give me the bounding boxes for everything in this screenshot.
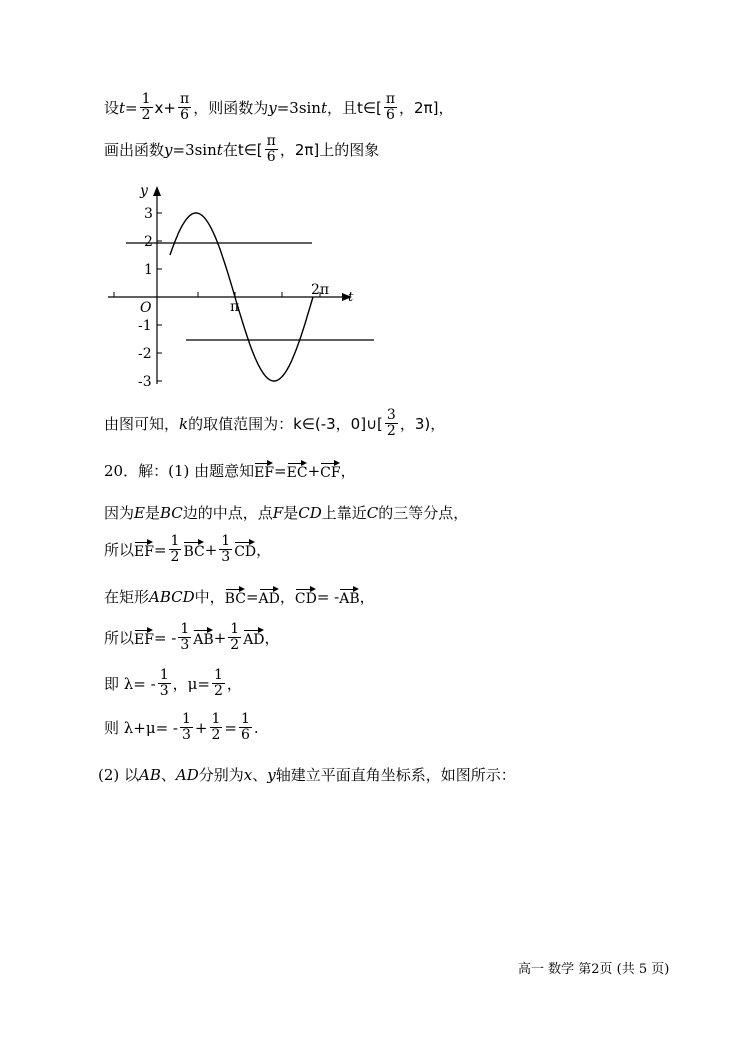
- fraction: $\frac{\pi}{6}$: [266, 133, 276, 166]
- t-ticks: [114, 292, 320, 297]
- fraction: $\frac{1}{2}$: [213, 667, 223, 700]
- t-axis-label: t: [348, 290, 354, 305]
- origin-label: O: [140, 300, 152, 316]
- svg-text:-3: -3: [138, 374, 152, 390]
- vector: EC: [287, 461, 308, 481]
- line-ef-decomp: 所以 EF = $\frac{1}{2}$ BC + $\frac{1}{3}$ CD ，: [104, 533, 272, 566]
- fraction: $\frac{1}{3}$: [180, 621, 190, 654]
- vector: CF: [320, 461, 340, 481]
- fraction: $\frac{1}{2}$: [230, 621, 240, 654]
- line-lambda-plus-mu: 则 λ+μ= - $\frac{1}{3}$ + $\frac{1}{2}$ = $\frac{1}{6}$ .: [104, 711, 259, 744]
- fraction: $\frac{1}{2}$: [170, 533, 180, 566]
- line-problem-20: 20．解：(1) 由题意知 EF = EC + CF ，: [104, 461, 356, 481]
- sine-graph: [100, 178, 390, 398]
- svg-text:-1: -1: [138, 318, 152, 334]
- vector: AB: [193, 628, 213, 648]
- vector: AD: [243, 628, 264, 648]
- line-k-range: 由图可知， k 的取值范围为： k∈(-3，0]∪[ $\frac{3}{2}$ ，3)，: [104, 407, 446, 440]
- line-draw-graph: 画出函数 y =3sin t 在 t∈[ $\frac{\pi}{6}$ ，2π]上的图象: [104, 133, 380, 166]
- line-substitution: 设 t = $\frac{1}{2}$ x+ $\frac{\pi}{6}$ ，则函数为 y =3sin t ，且 t∈[ $\frac{\pi}{6}$ ，2π]，: [104, 91, 454, 124]
- svg-text:-2: -2: [138, 346, 152, 362]
- fraction: $\frac{1}{6}$: [241, 711, 250, 744]
- vector: EF: [134, 628, 154, 648]
- line-lambda-mu: 即 λ= - $\frac{1}{3}$ ，μ= $\frac{1}{2}$ ，: [104, 667, 242, 700]
- vector: CD: [295, 587, 317, 607]
- vector: EF: [254, 461, 274, 481]
- vector: AD: [259, 587, 280, 607]
- fraction: $\frac{\pi}{6}$: [385, 91, 396, 124]
- fraction: $\frac{1}{2}$: [211, 711, 221, 744]
- y-axis-label: y: [140, 183, 148, 199]
- fraction: $\frac{1}{2}$: [141, 91, 151, 124]
- pi-label: π: [230, 299, 240, 315]
- fraction: $\frac{1}{3}$: [159, 667, 169, 700]
- y-axis-arrow: [153, 186, 161, 196]
- vector: BC: [183, 540, 204, 560]
- y-tick-labels: [138, 206, 153, 390]
- fraction: $\frac{\pi}{6}$: [180, 91, 190, 124]
- svg-text:1: 1: [144, 262, 153, 278]
- fraction: $\frac{1}{3}$: [182, 711, 191, 744]
- fraction: $\frac{1}{3}$: [221, 533, 231, 566]
- vector: AB: [339, 587, 359, 607]
- svg-text:3: 3: [144, 206, 153, 222]
- vector: EF: [134, 540, 154, 560]
- page-footer: 高一 数学 第2页 (共 5 页): [518, 962, 670, 977]
- line-ef-result: 所以 EF = - $\frac{1}{3}$ AB + $\frac{1}{2}$ AD ，: [104, 621, 280, 654]
- vector: CD: [234, 540, 256, 560]
- svg-text:2: 2: [144, 234, 153, 250]
- line-rectangle: 在矩形 ABCD 中， BC = AD ， CD = - AB ，: [104, 587, 375, 607]
- line-midpoint: 因为 E 是 BC 边的中点，点 F 是 CD 上靠近 C 的三等分点，: [104, 503, 469, 522]
- line-part-2: (2) 以 AB 、 AD 分别为 x 、 y 轴建立平面直角坐标系，如图所示：: [98, 765, 516, 784]
- two-pi-label: 2π: [311, 282, 330, 298]
- fraction: $\frac{3}{2}$: [386, 407, 396, 440]
- vector: BC: [225, 587, 246, 607]
